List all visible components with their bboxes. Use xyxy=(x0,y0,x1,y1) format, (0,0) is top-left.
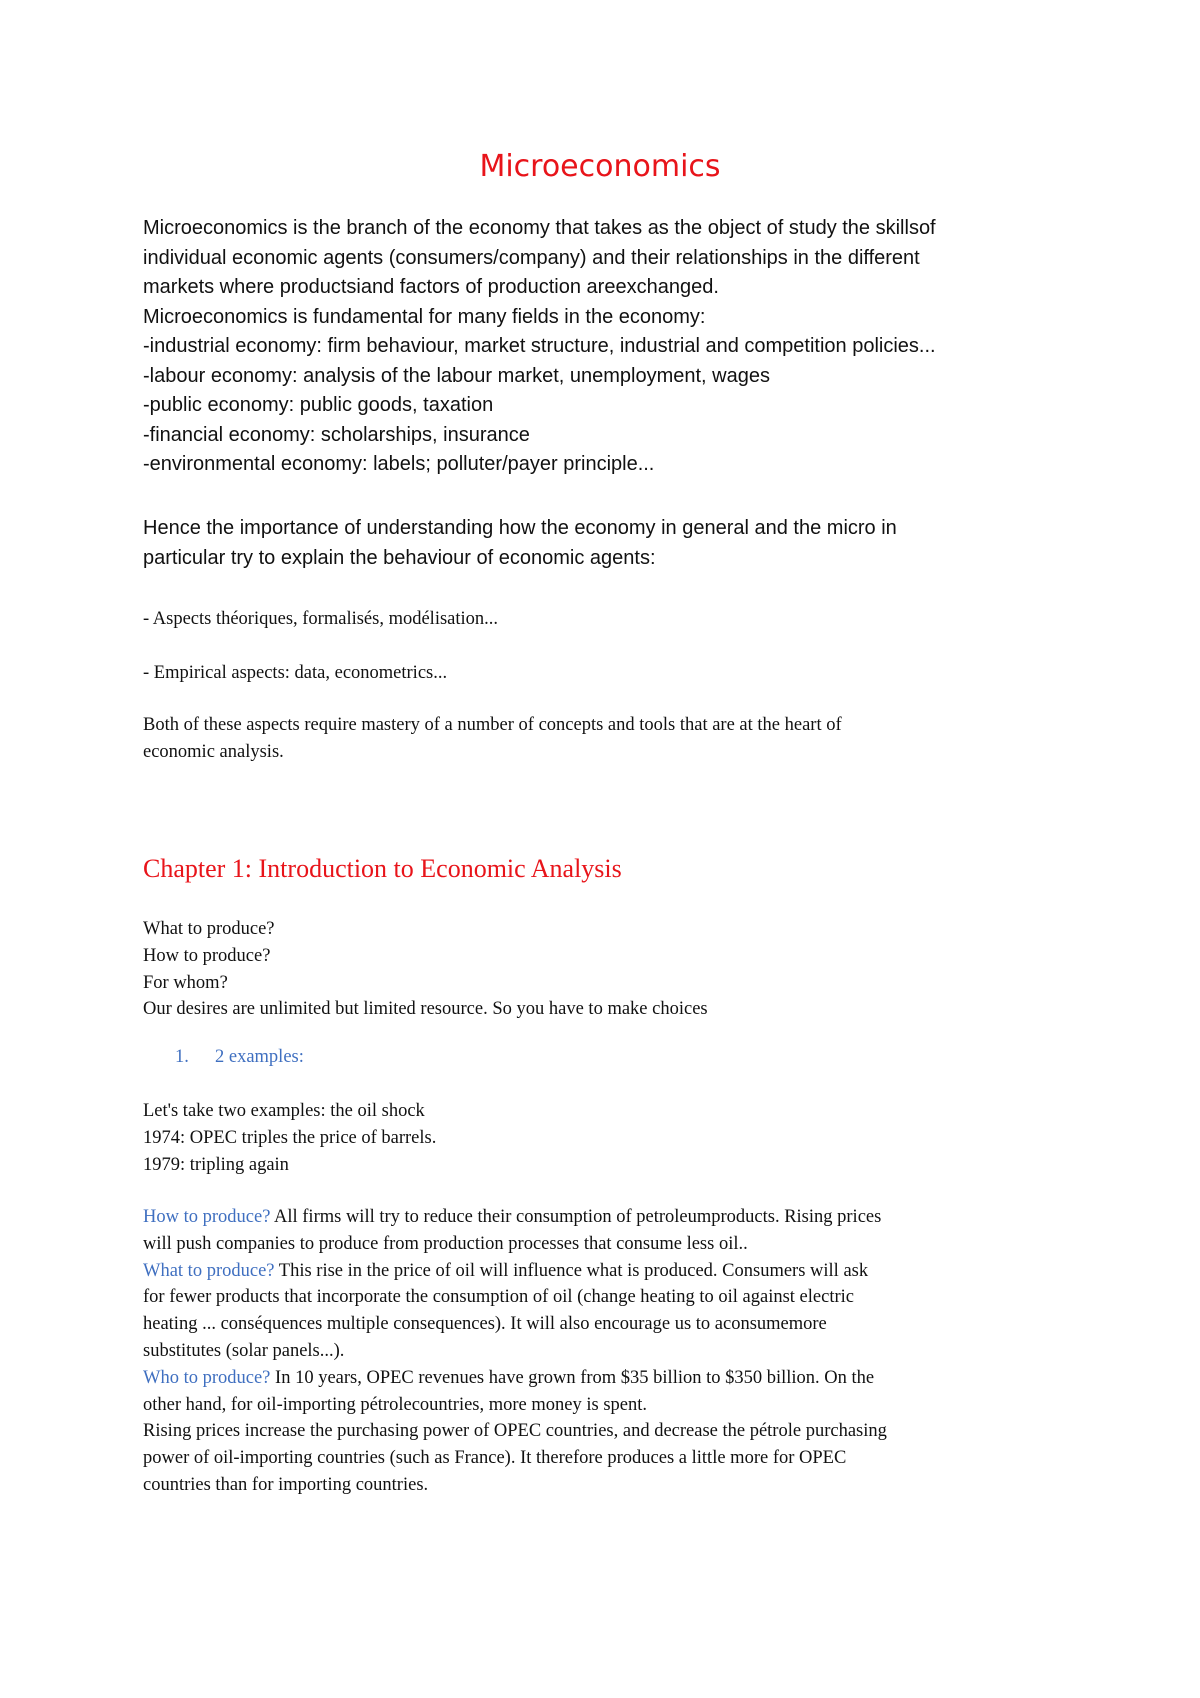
who-line xyxy=(143,1365,1103,1392)
intro-line: -environmental economy: labels; polluter/payer principle... xyxy=(143,453,655,475)
intro-line: -financial economy: scholarships, insurance xyxy=(143,423,530,446)
intro-line: -labour economy: analysis of the labour market, unemployment, wages xyxy=(143,364,770,387)
questions-paragraph xyxy=(143,916,1103,1023)
importance-line: Hence the importance of understanding how the economy in general and the micro in xyxy=(143,517,897,539)
oil-shock-line: 1979: tripling again xyxy=(143,1154,289,1175)
mastery-line: economic analysis. xyxy=(143,741,284,762)
who-line: countries than for importing countries. xyxy=(143,1474,429,1495)
oil-shock-paragraph xyxy=(143,1098,1103,1178)
aspect-empirical xyxy=(143,660,1103,687)
who-text: In 10 years, OPEC revenues have grown from $35 billion to $350 billion. On the xyxy=(270,1367,875,1388)
what-line: heating ... conséquences multiple consequences). It will also encourage us to aconsumemore xyxy=(143,1314,827,1335)
importance-line: particular try to explain the behaviour of economic agents: xyxy=(143,546,656,569)
question-line: Our desires are unlimited but limited resource. So you have to make choices xyxy=(143,999,708,1020)
question-line: For whom? xyxy=(143,972,228,993)
intro-line: Microeconomics is fundamental for many fields in the economy: xyxy=(143,305,706,328)
intro-line: markets where productsiand factors of production areexchanged. xyxy=(143,276,719,298)
analysis-paragraph xyxy=(143,1204,1103,1499)
intro-line: individual economic agents (consumers/company) and their relationships in the different xyxy=(143,246,920,269)
who-heading: Who to produce? xyxy=(143,1367,271,1388)
list-text: 2 examples: xyxy=(215,1047,304,1067)
what-line xyxy=(143,1258,1103,1285)
importance-paragraph xyxy=(143,514,1103,573)
page-title: Microeconomics xyxy=(479,149,721,184)
how-line: will push companies to produce from production processes that consume less oil.. xyxy=(143,1233,748,1254)
aspect-theoretical xyxy=(143,606,1103,633)
how-heading: How to produce? xyxy=(143,1207,271,1227)
what-line: substitutes (solar panels...). xyxy=(143,1340,345,1361)
what-line: for fewer products that incorporate the consumption of oil (change heating to oil against electric xyxy=(143,1287,854,1308)
chapter-heading: Chapter 1: Introduction to Economic Analysis xyxy=(143,854,622,883)
question-line: What to produce? xyxy=(143,919,275,939)
what-heading: What to produce? xyxy=(143,1260,275,1281)
numbered-list-item xyxy=(175,1044,304,1070)
intro-line: -public economy: public goods, taxation xyxy=(143,394,494,416)
oil-shock-line: Let's take two examples: the oil shock xyxy=(143,1101,425,1121)
intro-line: -industrial economy: firm behaviour, market structure, industrial and competition policies... xyxy=(143,335,936,357)
list-number: 1. xyxy=(175,1047,189,1067)
aspect-empirical-text: - Empirical aspects: data, econometrics... xyxy=(143,663,448,683)
who-line: power of oil-importing countries (such as France). It therefore produces a little more for OPEC xyxy=(143,1448,847,1469)
who-line: other hand, for oil-importing pétrolecountries, more money is spent. xyxy=(143,1394,648,1415)
how-text: All firms will try to reduce their consumption of petroleumproducts. Rising prices xyxy=(270,1207,882,1227)
mastery-line: Both of these aspects require mastery of a number of concepts and tools that are at the heart of xyxy=(143,715,842,735)
oil-shock-line: 1974: OPEC triples the price of barrels. xyxy=(143,1127,437,1148)
intro-paragraph xyxy=(143,214,1103,480)
who-line: Rising prices increase the purchasing power of OPEC countries, and decrease the pétrole purchasing xyxy=(143,1421,887,1442)
what-text: This rise in the price of oil will influence what is produced. Consumers will ask xyxy=(274,1260,869,1281)
intro-line: Microeconomics is the branch of the economy that takes as the object of study the skillsof xyxy=(143,217,936,239)
how-line xyxy=(143,1204,1103,1231)
mastery-paragraph xyxy=(143,712,1103,766)
aspect-theoretical-text: - Aspects théoriques, formalisés, modélisation... xyxy=(143,609,499,629)
question-line: How to produce? xyxy=(143,945,271,966)
